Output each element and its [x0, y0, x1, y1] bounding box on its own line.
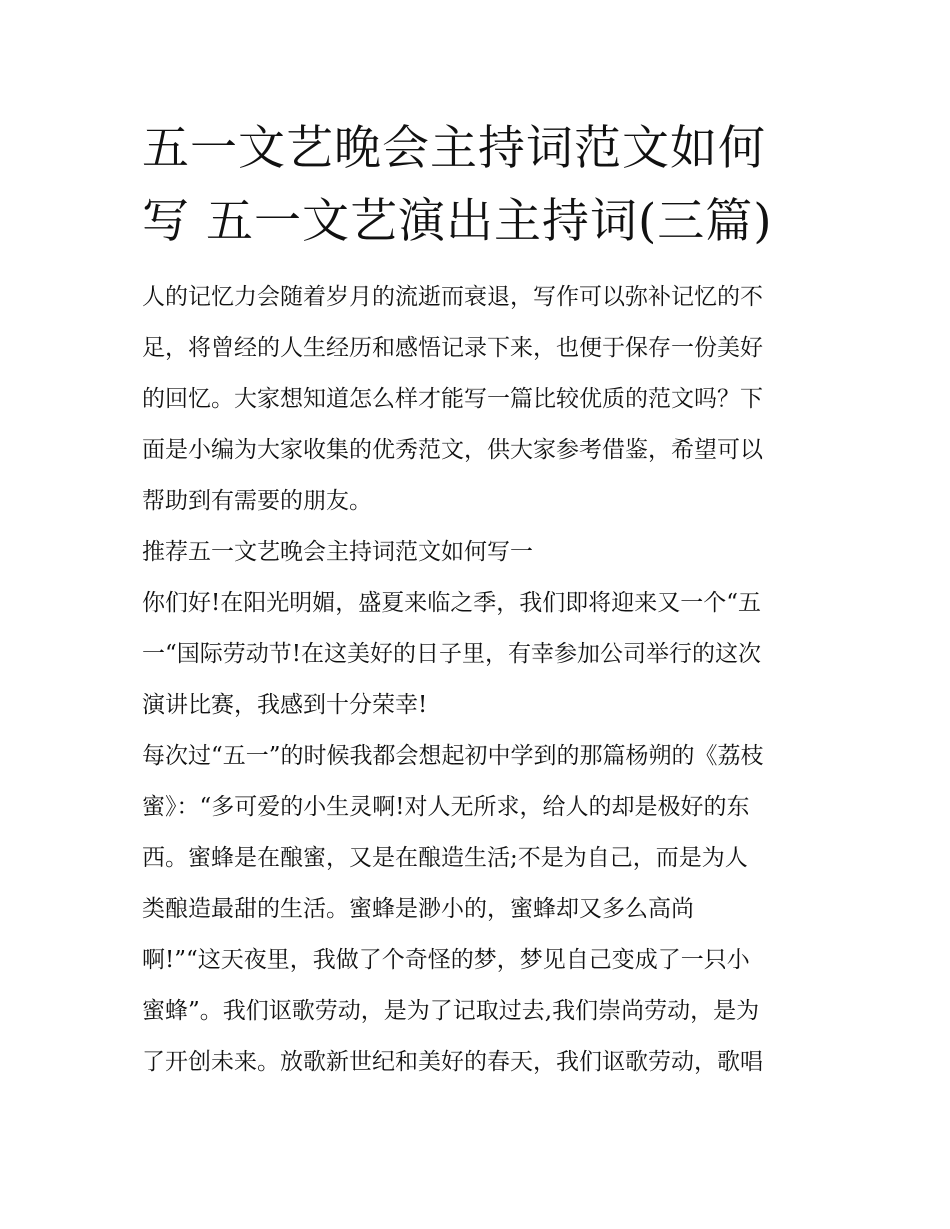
text-line: 西。蜜蜂是在酿蜜，又是在酿造生活;不是为自己，而是为人: [142, 845, 748, 871]
text-line: 面是小编为大家收集的优秀范文，供大家参考借鉴，希望可以: [142, 437, 763, 463]
text-line: 啊!”“这天夜里，我做了个奇怪的梦，梦见自己变成了一只小: [142, 947, 750, 973]
title-line: 五一文艺晚会主持词范文如何: [142, 121, 766, 176]
text-line: 足，将曾经的人生经历和感悟记录下来，也便于保存一份美好: [142, 335, 763, 361]
text-line: 你们好!在阳光明媚，盛夏来临之季，我们即将迎来又一个“五: [142, 590, 762, 616]
text-line: 蜜蜂”。我们讴歌劳动，是为了记取过去,我们崇尚劳动，是为: [142, 998, 760, 1024]
text-line: 了开创未来。放歌新世纪和美好的春天，我们讴歌劳动，歌唱: [142, 1049, 763, 1075]
text-line: 演讲比赛，我感到十分荣幸!: [142, 692, 428, 718]
text-line: 一“国际劳动节!在这美好的日子里，有幸参加公司举行的这次: [142, 641, 762, 667]
text-line: 每次过“五一”的时候我都会想起初中学到的那篇杨朔的《荔枝: [142, 743, 764, 769]
document-content: [142, 112, 822, 1088]
document-title: [142, 112, 822, 258]
text-line: 推荐五一文艺晚会主持词范文如何写一: [142, 539, 533, 565]
text-line: 的回忆。大家想知道怎么样才能写一篇比较优质的范文吗？下: [142, 386, 763, 412]
intro-paragraph: [142, 272, 822, 527]
text-line: 类酿造最甜的生活。蜜蜂是渺小的，蜜蜂却又多么高尚: [142, 896, 694, 922]
greeting-paragraph: [142, 578, 822, 731]
body-paragraph: [142, 731, 822, 1088]
text-line: 人的记忆力会随着岁月的流逝而衰退，写作可以弥补记忆的不: [142, 284, 763, 310]
document-body: [142, 272, 822, 1088]
text-line: 帮助到有需要的朋友。: [142, 488, 372, 514]
title-line: 写 五一文艺演出主持词(三篇): [142, 194, 773, 249]
text-line: 蜜》：“多可爱的小生灵啊!对人无所求，给人的却是极好的东: [142, 794, 750, 820]
section-heading: [142, 527, 822, 578]
